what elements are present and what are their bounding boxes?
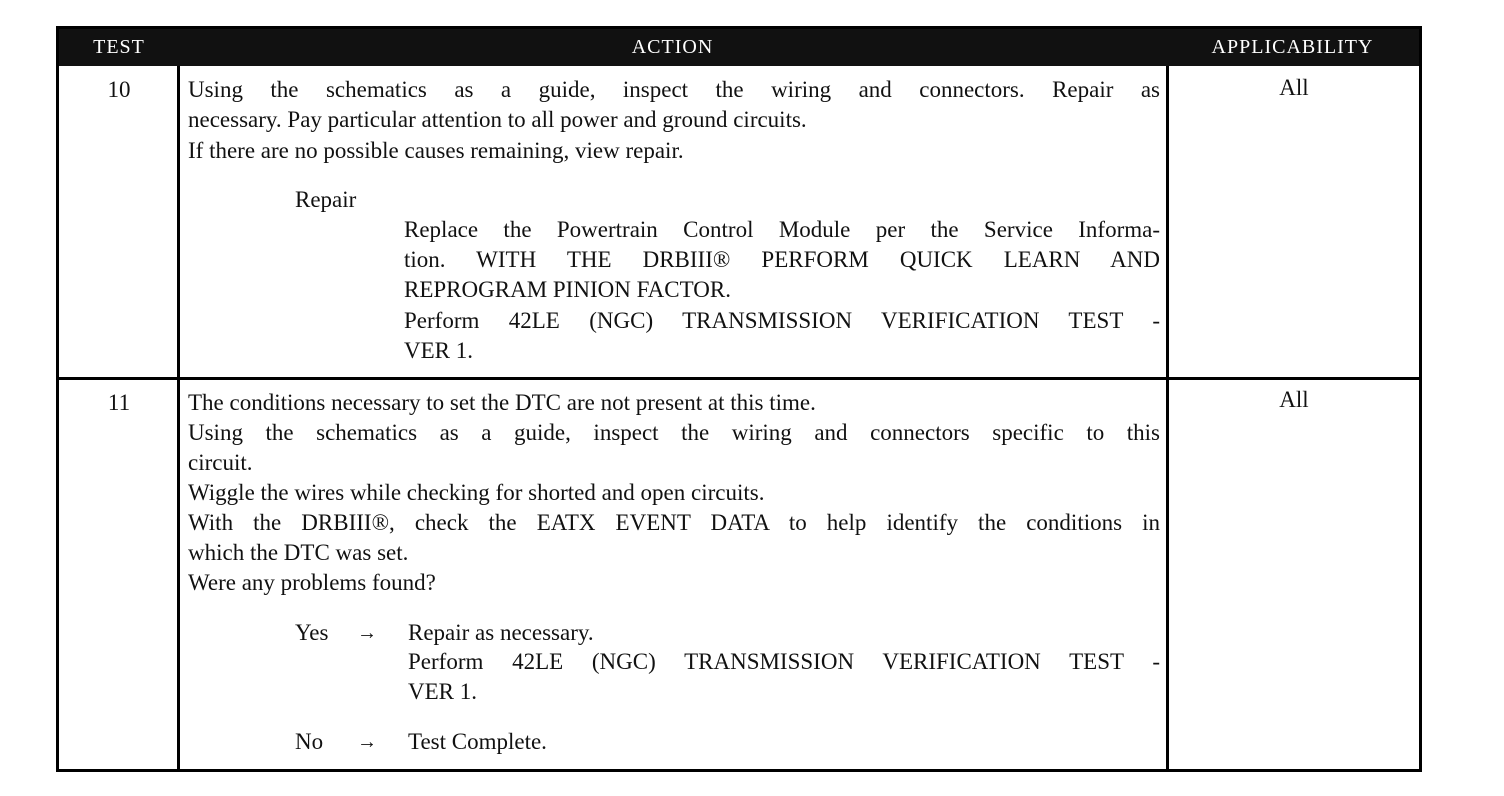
column-divider <box>177 66 180 772</box>
applicability-value: All <box>1279 387 1309 412</box>
repair-line: tion. WITH THE DRBIII® PERFORM QUICK LEARN AND <box>404 247 1160 272</box>
header-applicability: APPLICABILITY <box>1211 36 1374 58</box>
action-line: Were any problems found? <box>188 570 436 595</box>
repair-line: REPROGRAM PINION FACTOR. <box>404 277 731 302</box>
yes-line: VER 1. <box>408 679 477 704</box>
right-arrow-icon: → <box>357 622 377 644</box>
header-action: ACTION <box>631 36 714 58</box>
no-line: Test Complete. <box>408 729 547 754</box>
action-line: necessary. Pay particular attention to all power and ground circuits. <box>188 107 807 132</box>
yes-line: Perform 42LE (NGC) TRANSMISSION VERIFICATION TEST - <box>408 649 1160 674</box>
action-line: If there are no possible causes remaining, view repair. <box>188 138 684 163</box>
repair-line: Perform 42LE (NGC) TRANSMISSION VERIFICATION TEST - <box>404 308 1160 333</box>
action-line: Using the schematics as a guide, inspect the wiring and connectors specific to this <box>188 420 1160 445</box>
diagnostic-test-table <box>56 26 1422 772</box>
action-line: The conditions necessary to set the DTC are not present at this time. <box>188 390 816 415</box>
repair-label: Repair <box>295 187 357 212</box>
action-line: Wiggle the wires while checking for shorted and open circuits. <box>188 480 765 505</box>
applicability-value: All <box>1279 75 1309 100</box>
row-divider <box>59 377 1419 380</box>
column-divider <box>1166 66 1169 772</box>
action-line: circuit. <box>188 450 253 475</box>
header-test: TEST <box>93 36 145 58</box>
repair-line: VER 1. <box>404 338 473 363</box>
yes-line: Repair as necessary. <box>408 620 594 645</box>
test-number: 11 <box>107 390 131 415</box>
action-line: which the DTC was set. <box>188 540 409 565</box>
action-line: With the DRBIII®, check the EATX EVENT DATA to help identify the conditions in <box>188 510 1160 535</box>
table-header <box>59 29 1419 66</box>
test-number: 10 <box>107 77 131 102</box>
no-label: No <box>295 729 324 754</box>
repair-line: Replace the Powertrain Control Module per the Service Informa- <box>404 217 1160 242</box>
yes-label: Yes <box>295 620 329 645</box>
right-arrow-icon: → <box>357 731 377 753</box>
action-line: Using the schematics as a guide, inspect the wiring and connectors. Repair as <box>188 77 1160 102</box>
